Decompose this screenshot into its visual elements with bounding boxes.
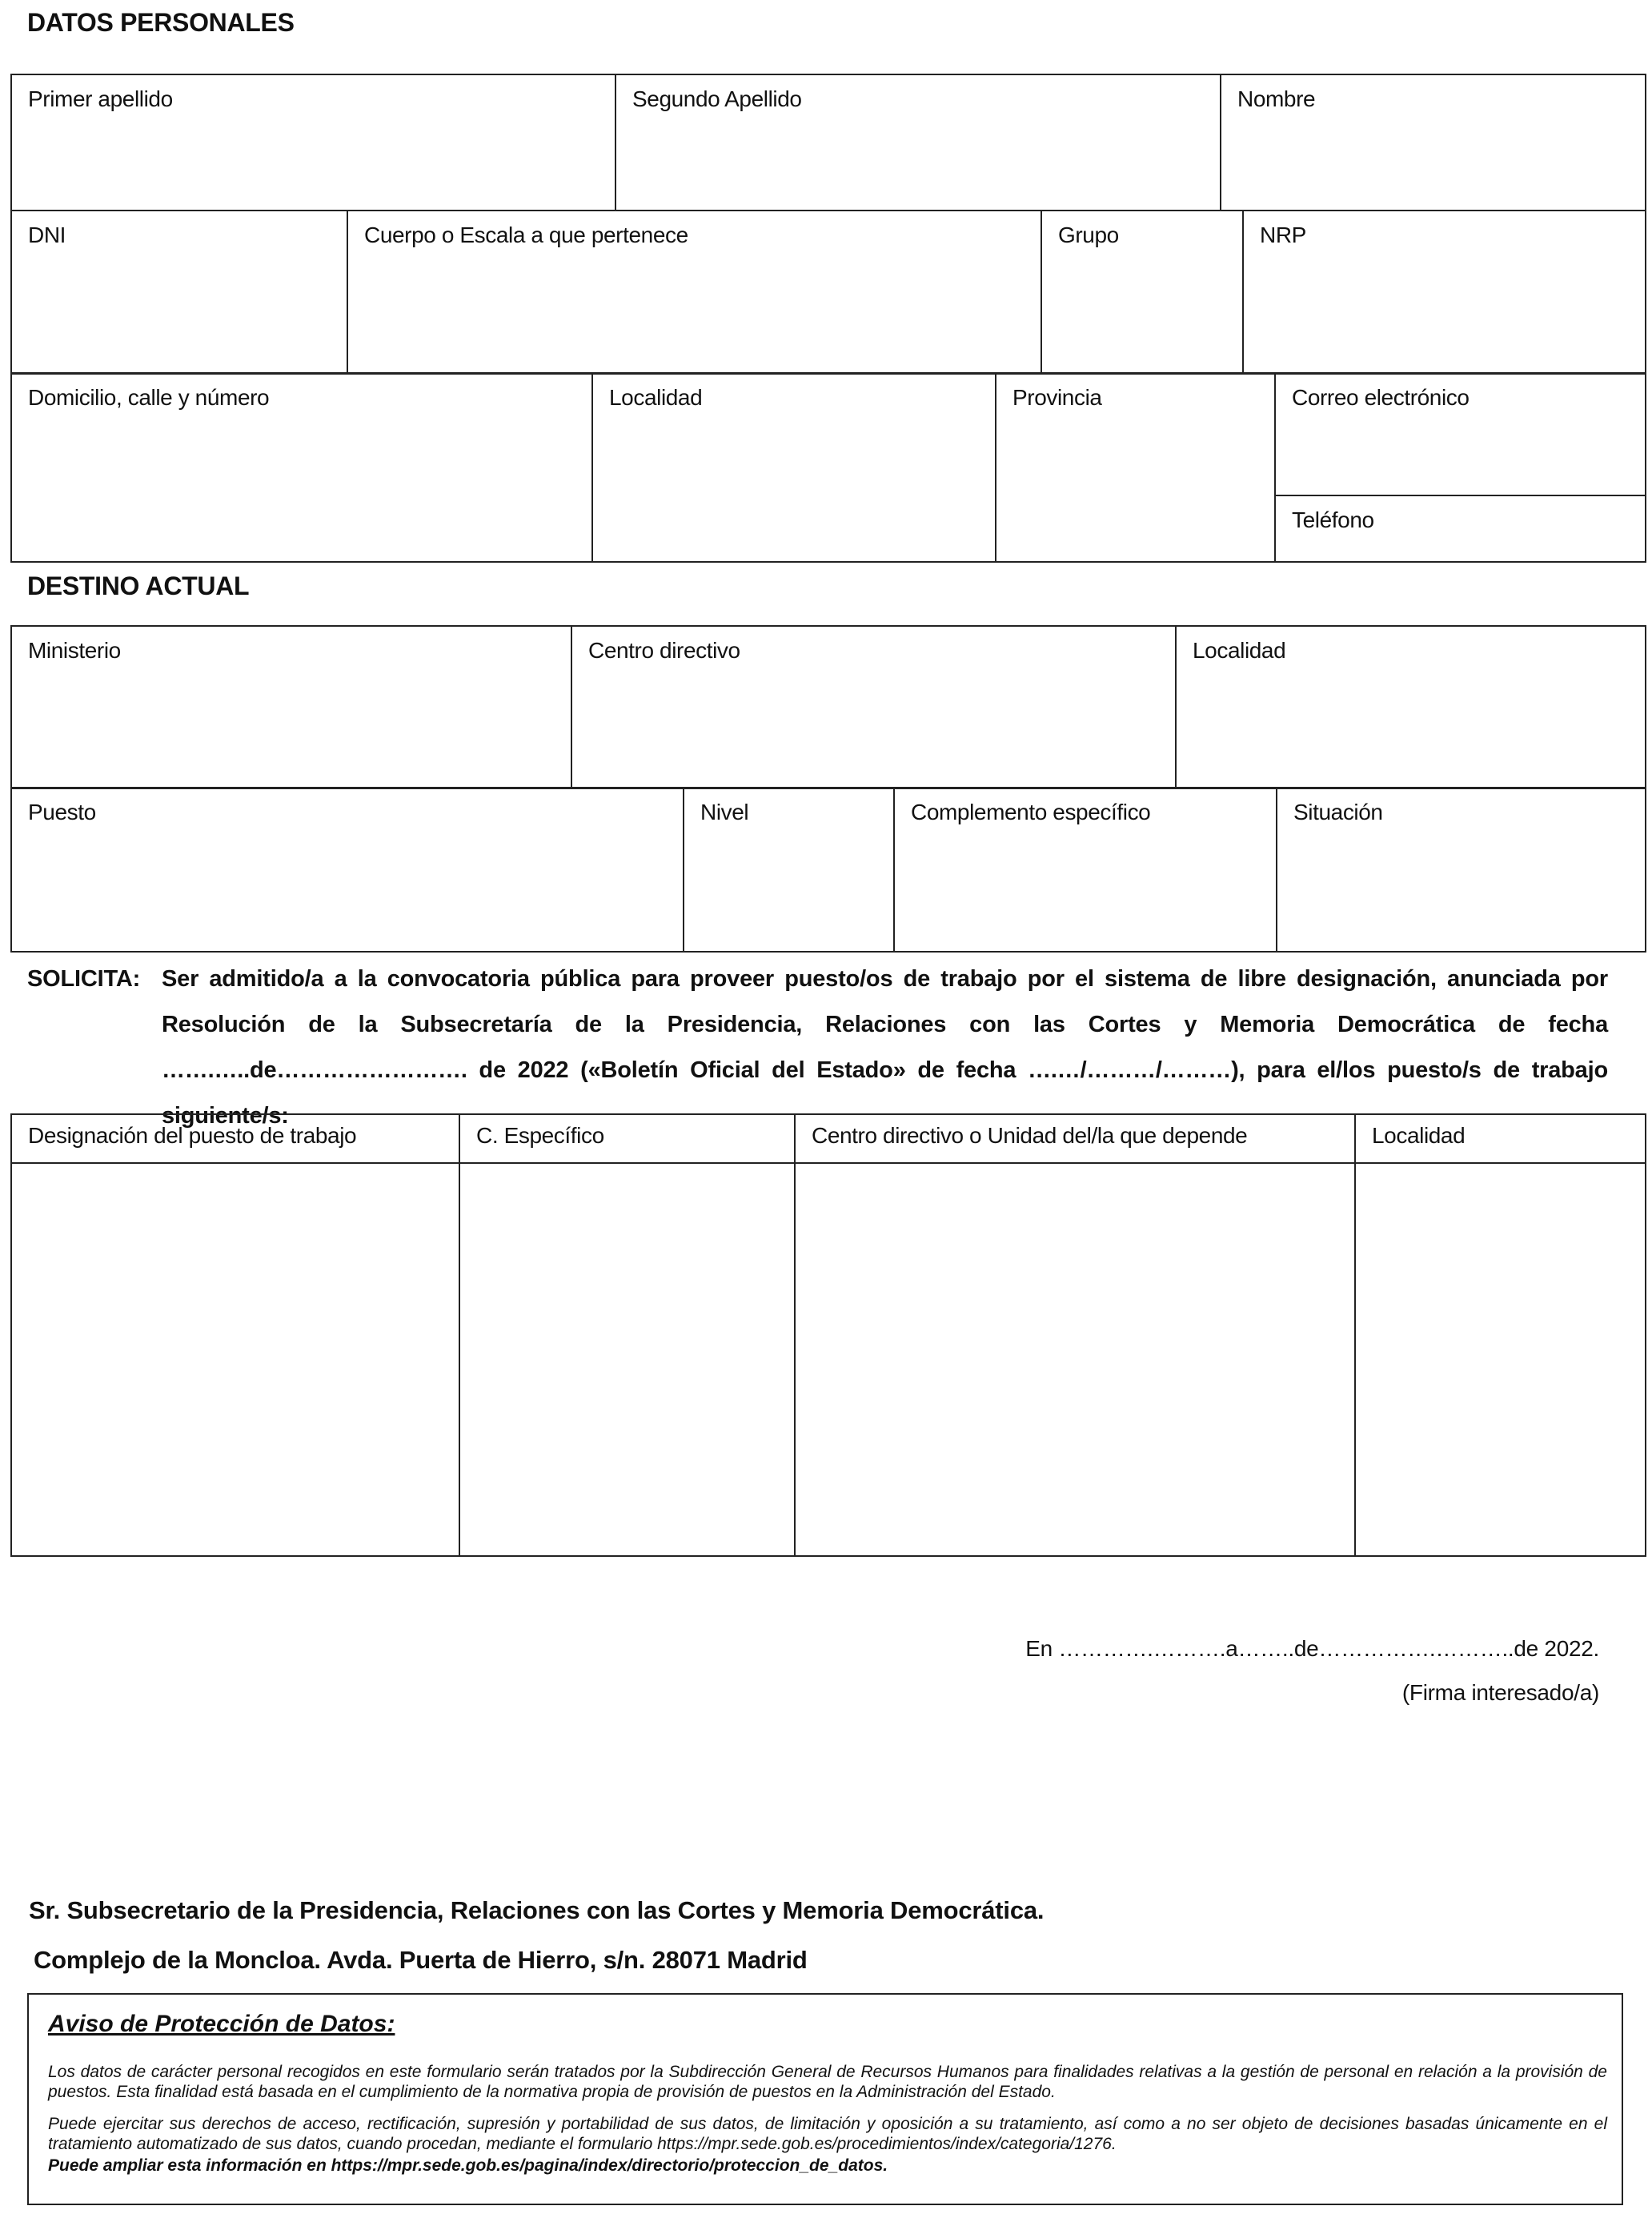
col-header-localidad: Localidad xyxy=(1355,1114,1646,1163)
puesto-label: Puesto xyxy=(28,800,96,824)
complemento-label: Complemento específico xyxy=(911,800,1151,824)
primer-apellido-label: Primer apellido xyxy=(28,86,173,111)
solicita-block xyxy=(27,957,1608,1139)
grupo-label: Grupo xyxy=(1058,223,1119,247)
firma-label: (Firma interesado/a) xyxy=(1401,1680,1599,1705)
centro-directivo-field[interactable] xyxy=(571,626,1176,788)
datos-personales-row2 xyxy=(10,210,1646,375)
aviso-proteccion-datos xyxy=(27,1993,1623,2205)
domicilio-label: Domicilio, calle y número xyxy=(28,385,270,410)
datos-personales-row3 xyxy=(10,372,1646,563)
destino-localidad-field[interactable] xyxy=(1176,626,1646,788)
section-heading-datos-personales: DATOS PERSONALES xyxy=(27,8,295,37)
aviso-paragraph-2: Puede ejercitar sus derechos de acceso, rectificación, supresión y portabilidad de sus datos, de limitación y oposición a su tratamiento, así como a no ser objeto de decisiones basadas únicamente en el tratamiento automatizado de sus datos, cuando procedan, mediante el formulario https://mpr.sede.gob.es/procedimientos/index/categoria/1276. xyxy=(48,2115,1607,2153)
destino-actual-row2 xyxy=(10,787,1646,953)
destino-localidad-label: Localidad xyxy=(1193,638,1286,663)
primer-apellido-field[interactable] xyxy=(11,74,615,211)
centro-directivo-label: Centro directivo xyxy=(588,638,740,663)
solicita-label: SOLICITA: xyxy=(27,966,141,992)
cuerpo-label: Cuerpo o Escala a que pertenece xyxy=(364,223,688,247)
destino-actual-row1 xyxy=(10,625,1646,789)
segundo-apellido-label: Segundo Apellido xyxy=(632,86,802,111)
aviso-paragraph-3: Puede ampliar esta información en https://mpr.sede.gob.es/pagina/index/directorio/proteccion_de_datos. xyxy=(48,2156,888,2175)
nombre-field[interactable] xyxy=(1221,74,1646,211)
nivel-field[interactable] xyxy=(684,788,894,952)
datos-personales-row1 xyxy=(10,74,1646,211)
dni-label: DNI xyxy=(28,223,66,247)
designacion-cell[interactable] xyxy=(11,1163,459,1556)
domicilio-field[interactable] xyxy=(11,373,592,562)
especifico-cell[interactable] xyxy=(459,1163,795,1556)
telefono-label: Teléfono xyxy=(1292,507,1374,532)
situacion-field[interactable] xyxy=(1277,788,1646,952)
col-header-designacion: Designación del puesto de trabajo xyxy=(11,1114,459,1163)
col-header-especifico: C. Específico xyxy=(459,1114,795,1163)
aviso-paragraph-1: Los datos de carácter personal recogidos en este formulario serán tratados por la Subdirección General de Recursos Humanos para finalidades relativas a la gestión de personal en relación a la provisión de puestos. Esta finalidad está basada en el cumplimiento de la normativa propia de provisión de puestos en la Administración del Estado. xyxy=(48,2063,1607,2101)
correo-field[interactable] xyxy=(1275,373,1646,495)
segundo-apellido-field[interactable] xyxy=(615,74,1221,211)
dni-field[interactable] xyxy=(11,211,347,374)
ministerio-label: Ministerio xyxy=(28,638,121,663)
col-header-centro: Centro directivo o Unidad del/la que depende xyxy=(795,1114,1355,1163)
correo-label: Correo electrónico xyxy=(1292,385,1470,410)
solicita-text: Ser admitido/a a la convocatoria pública para proveer puesto/os de trabajo por el sistema de libre designación, anunciada por Resolución de la Subsecretaría de la Presidencia, Relaciones con las Cortes y Memoria Democrática de fecha …….…..de……………………. de 2022 («Boletín Oficial del Estado» de fecha ….…/………/………), para el/los puesto/s de trabajo siguiente/s: xyxy=(162,966,1608,1129)
localidad-cell[interactable] xyxy=(1355,1163,1646,1556)
centro-cell[interactable] xyxy=(795,1163,1355,1556)
cuerpo-field[interactable] xyxy=(347,211,1041,374)
ministerio-field[interactable] xyxy=(11,626,571,788)
complemento-field[interactable] xyxy=(894,788,1277,952)
table-row xyxy=(11,1163,1646,1556)
localidad-label: Localidad xyxy=(609,385,703,410)
nrp-field[interactable] xyxy=(1243,211,1646,374)
localidad-field[interactable] xyxy=(592,373,996,562)
nombre-label: Nombre xyxy=(1237,86,1316,111)
aviso-title: Aviso de Protección de Datos: xyxy=(48,2011,395,2037)
section-heading-destino-actual: DESTINO ACTUAL xyxy=(27,572,250,600)
puestos-table-header xyxy=(11,1114,1646,1163)
destinatario-line1: Sr. Subsecretario de la Presidencia, Relaciones con las Cortes y Memoria Democrática. xyxy=(29,1896,1045,1924)
destinatario-line2: Complejo de la Moncloa. Avda. Puerta de Hierro, s/n. 28071 Madrid xyxy=(34,1946,808,1974)
puestos-table xyxy=(10,1113,1646,1557)
lugar-fecha: En ………….……….a……..de…………….………..de 2022. xyxy=(1025,1636,1599,1661)
telefono-field[interactable] xyxy=(1275,495,1646,562)
provincia-field[interactable] xyxy=(996,373,1275,562)
nivel-label: Nivel xyxy=(700,800,749,824)
puesto-field[interactable] xyxy=(11,788,684,952)
grupo-field[interactable] xyxy=(1041,211,1243,374)
nrp-label: NRP xyxy=(1260,223,1306,247)
provincia-label: Provincia xyxy=(1012,385,1102,410)
situacion-label: Situación xyxy=(1293,800,1383,824)
